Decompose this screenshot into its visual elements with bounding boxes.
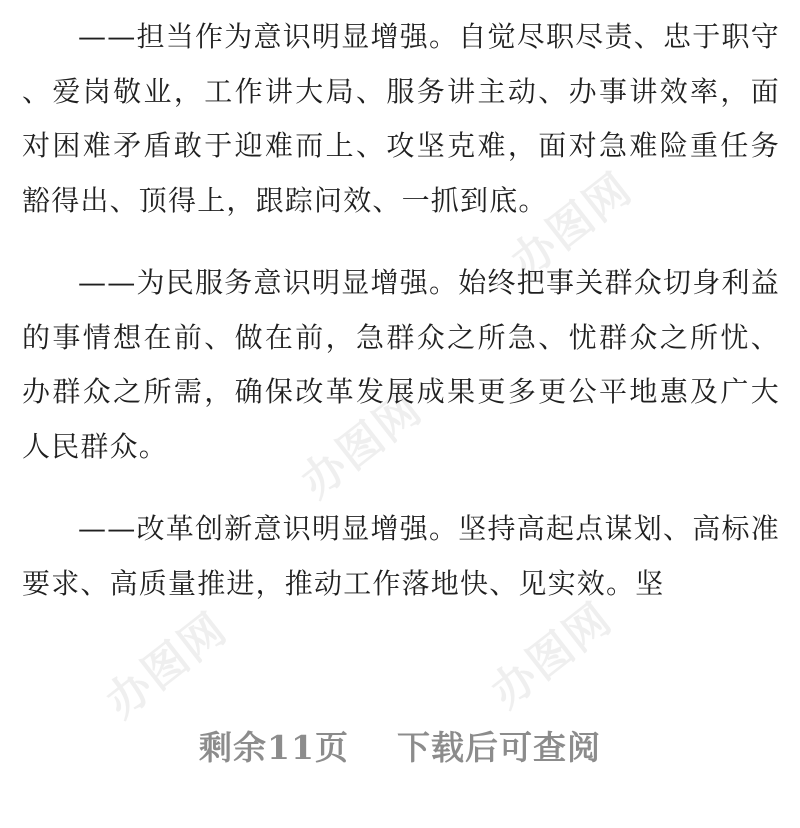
watermark: 办图网 bbox=[291, 382, 432, 509]
paragraph-accountability: ——担当作为意识明显增强。自觉尽职尽责、忠于职守、爱岗敬业，工作讲大局、服务讲主动、办事讲效率，面对困难矛盾敢于迎难而上、攻坚克难，面对急难险重任务豁得出、顶得上，跟踪问效、一抓到底。 bbox=[22, 20, 780, 217]
paragraph-public-service: ——为民服务意识明显增强。始终把事关群众切身利益的事情想在前、做在前，急群众之所急、忧群众之所忧、办群众之所需，确保改革发展成果更多更公平地惠及广大人民群众。 bbox=[22, 266, 780, 463]
preview-limit-banner[interactable] bbox=[0, 722, 800, 769]
watermark: 办图网 bbox=[501, 162, 642, 289]
watermark: 办图网 bbox=[96, 602, 237, 729]
download-to-view-text[interactable]: 下载后可查阅 bbox=[396, 728, 601, 767]
document-body bbox=[22, 10, 780, 639]
paragraph-reform-innovation: ——改革创新意识明显增强。坚持高起点谋划、高标准要求、高质量推进，推动工作落地快、见实效。坚 bbox=[22, 512, 780, 600]
remaining-pages-text: 剩余11页 bbox=[199, 728, 349, 767]
watermark: 办图网 bbox=[481, 592, 622, 719]
